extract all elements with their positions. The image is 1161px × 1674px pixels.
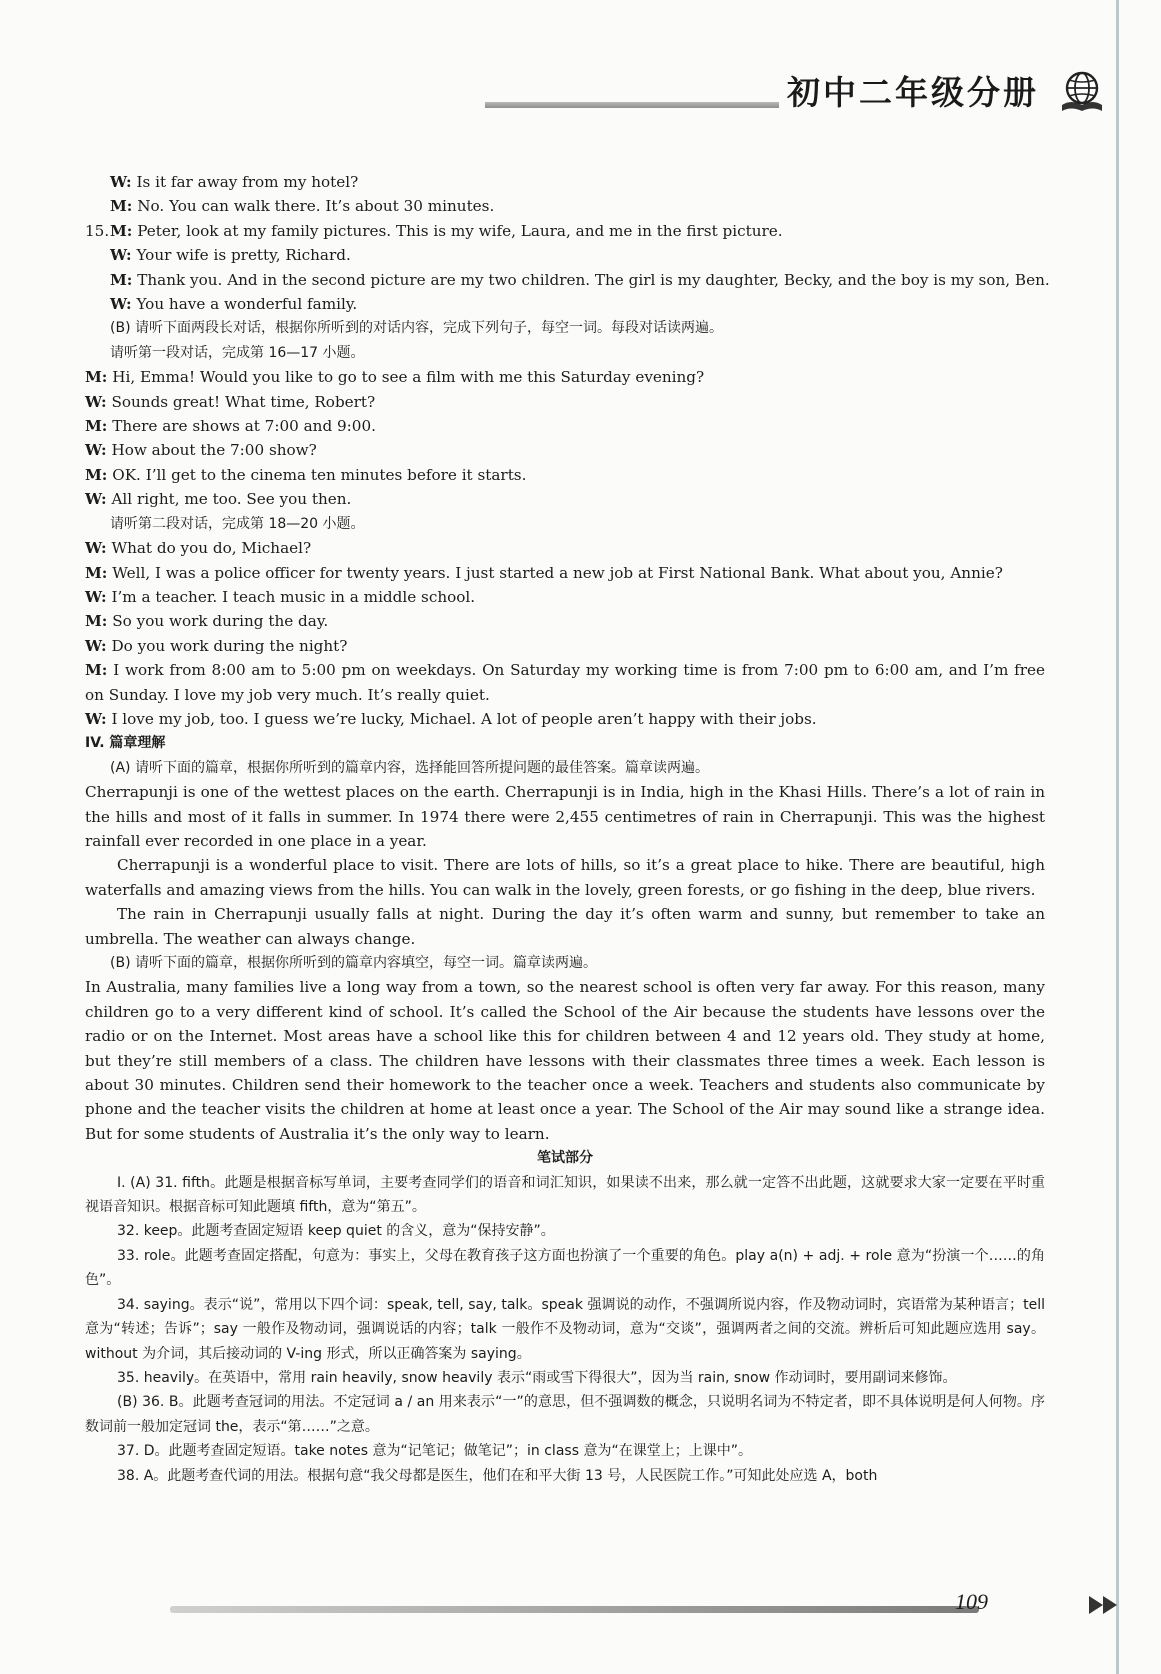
speaker-label: W: — [110, 246, 132, 265]
speaker-label: M: — [85, 661, 108, 680]
speaker-label: W: — [85, 392, 107, 411]
dialogue-text: Thank you. And in the second picture are my two children. The girl is my daughter, Becky, and the boy is my son, Ben. — [132, 270, 1050, 289]
dialogue-text: Peter, look at my family pictures. This is my wife, Laura, and me in the first picture. — [132, 221, 783, 240]
section-title: IV. 篇章理解 — [85, 735, 166, 752]
answer-explanation: I. (A) 31. fifth。此题是根据音标写单词，主要考查同学们的语音和词汇知识，如果读不出来，那么就一定答不出此题，这就要求大家一定要在平时重视语音知识。根据音标可知此题填 fifth，意为“第五”。 — [85, 1174, 1045, 1216]
speaker-label: W: — [110, 295, 132, 314]
dialogue-line — [85, 219, 1045, 243]
instruction-text: (A) 请听下面的篇章，根据你所听到的篇章内容，选择能回答所提问题的最佳答案。篇章读两遍。 — [110, 759, 709, 776]
globe-book-icon — [1059, 67, 1105, 113]
answer-explanation: 38. A。此题考查代词的用法。根据句意“我父母都是医生，他们在和平大街 13 号，人民医院工作。”可知此处应选 A，both — [117, 1467, 878, 1484]
speaker-label: W: — [85, 539, 107, 558]
speaker-label: M: — [85, 612, 108, 631]
passage-paragraph: Cherrapunji is a wonderful place to visit. There are lots of hills, so it’s a great place to hike. There are beautiful, high waterfalls and amazing views from the hills. You can walk in the lovely, green forests, or go fishing in the deep, blue rivers. — [85, 856, 1045, 899]
dialogue-line — [85, 414, 1045, 438]
instruction-text: 请听第一段对话，完成第 16—17 小题。 — [110, 344, 365, 361]
dialogue-line — [85, 170, 1045, 194]
dialogue-line — [85, 634, 1045, 658]
dialogue-text: What do you do, Michael? — [106, 539, 312, 558]
dialogue-line — [85, 365, 1045, 389]
dialogue-text: How about the 7:00 show? — [106, 441, 317, 460]
dialogue-text: So you work during the day. — [107, 612, 329, 631]
dialogue-text: No. You can walk there. It’s about 30 minutes. — [132, 197, 495, 216]
passage-paragraph: In Australia, many families live a long way from a town, so the nearest school is often very far away. For this reason, many children go to a very different kind of school. It’s called the School of the Air because the students have lessons over the radio or on the Internet. Most areas have a school like this for children between 4 and 12 years old. They study at home, but they’re still members of a class. The children have lessons with their classmates three times a week. Each lesson is about 30 minutes. Children send their homework to the teacher once a week. Teachers and students also communicate by phone and the teacher visits the children at home at least once a year. The School of the Air may sound like a strange idea. But for some students of Australia it’s the only way to learn. — [85, 978, 1045, 1143]
dialogue-text: I love my job, too. I guess we’re lucky, Michael. A lot of people aren’t happy with their jobs. — [106, 709, 817, 728]
answer-explanation: 37. D。此题考查固定短语。take notes 意为“记笔记；做笔记”；in class 意为“在课堂上；上课中”。 — [117, 1443, 752, 1460]
instruction-text: (B) 请听下面两段长对话，根据你所听到的对话内容，完成下列句子，每空一词。每段对话读两遍。 — [110, 320, 723, 337]
dialogue-line — [85, 390, 1045, 414]
speaker-label: M: — [85, 563, 108, 582]
dialogue-text: Sounds great! What time, Robert? — [106, 392, 376, 411]
page-content — [85, 170, 1050, 1488]
speaker-label: M: — [85, 465, 108, 484]
page-number: 109 — [955, 1589, 988, 1614]
dialogue-text: There are shows at 7:00 and 9:00. — [107, 417, 376, 436]
dialogue-line — [85, 707, 1045, 731]
dialogue-text: I’m a teacher. I teach music in a middle school. — [106, 587, 476, 606]
speaker-label: M: — [110, 270, 133, 289]
dialogue-line — [85, 268, 1050, 292]
speaker-label: M: — [85, 368, 108, 387]
instruction-text: (B) 请听下面的篇章，根据你所听到的篇章内容填空，每空一词。篇章读两遍。 — [110, 955, 597, 971]
answer-explanation: 34. saying。表示“说”，常用以下四个词：speak, tell, say, talk。speak 强调说的动作，不强调所说内容，作及物动词时，宾语常为某种语言；tell 意为“转述；告诉”；say 一般作及物动词，强调说话的内容；talk 一般作不及物动词，意为“交谈”，强调两者之间的交流。辨析后可知此题应选用 say。without 为介词，其后接动词的 V-ing 形式，所以正确答案为 saying。 — [85, 1296, 1045, 1362]
speaker-label: W: — [85, 587, 107, 606]
dialogue-line — [85, 658, 1045, 707]
dialogue-line — [85, 194, 1045, 218]
instruction-text: 请听第二段对话，完成第 18—20 小题。 — [110, 515, 365, 532]
dialogue-text: All right, me too. See you then. — [106, 490, 352, 509]
dialogue-text: Your wife is pretty, Richard. — [131, 246, 351, 265]
passage-paragraph: The rain in Cherrapunji usually falls at night. During the day it’s often warm and sunny, but remember to take an umbrella. The weather can always change. — [85, 905, 1045, 948]
speaker-label: W: — [85, 709, 107, 728]
answer-explanation: 35. heavily。在英语中，常用 rain heavily, snow heavily 表示“雨或雪下得很大”，因为当 rain, snow 作动词时，要用副词来修饰。 — [117, 1369, 957, 1386]
answer-explanation: 33. role。此题考查固定搭配，句意为：事实上，父母在教育孩子这方面也扮演了一个重要的角色。play a(n) + adj. + role 意为“扮演一个……的角色”。 — [85, 1247, 1045, 1289]
dialogue-text: Hi, Emma! Would you like to go to see a film with me this Saturday evening? — [107, 368, 705, 387]
dialogue-line — [85, 487, 1045, 511]
passage-paragraph: Cherrapunji is one of the wettest places on the earth. Cherrapunji is in India, high in the Khasi Hills. There’s a lot of rain in the hills and most of it falls in summer. In 1974 there were 2,455 centimetres of rain in Cherrapunji. This was the highest rainfall ever recorded in one place in a year. — [85, 783, 1045, 850]
dialogue-text: Do you work during the night? — [106, 636, 348, 655]
speaker-label: W: — [85, 441, 107, 460]
dialogue-line — [85, 585, 1045, 609]
footer-bar — [170, 1606, 979, 1613]
question-number: 15. — [85, 221, 110, 240]
dialogue-line — [85, 463, 1045, 487]
double-arrow-icon — [1089, 1596, 1119, 1614]
speaker-label: W: — [85, 636, 107, 655]
speaker-label: M: — [110, 197, 133, 216]
footer-bar-wrap — [170, 1606, 1049, 1616]
right-margin-rule — [1116, 0, 1119, 1674]
dialogue-text: I work from 8:00 am to 5:00 pm on weekdays. On Saturday my working time is from 7:00 pm to 6:00 am, and I’m free on Sunday. I love my job very much. It’s really quiet. — [85, 661, 1045, 704]
speaker-label: W: — [85, 490, 107, 509]
dialogue-line — [85, 438, 1045, 462]
answer-explanation: (B) 36. B。此题考查冠词的用法。不定冠词 a / an 用来表示“一”的意思，但不强调数的概念，只说明名词为不特定者，即不具体说明是何人何物。序数词前一般加定冠词 the，表示“第……”之意。 — [85, 1394, 1045, 1435]
dialogue-line — [85, 243, 1045, 267]
dialogue-text: Is it far away from my hotel? — [131, 173, 359, 191]
dialogue-text: You have a wonderful family. — [131, 295, 358, 314]
dialogue-text: Well, I was a police officer for twenty years. I just started a new job at First National Bank. What about you, Annie? — [107, 563, 1003, 582]
speaker-label: M: — [85, 417, 108, 436]
dialogue-text: OK. I’ll get to the cinema ten minutes before it starts. — [107, 465, 527, 484]
dialogue-line — [85, 609, 1045, 633]
header-title: 初中二年级分册 — [779, 67, 1047, 114]
speaker-label: W: — [110, 173, 132, 191]
answer-explanation: 32. keep。此题考查固定短语 keep quiet 的含义，意为“保持安静”。 — [117, 1223, 555, 1240]
speaker-label: M: — [110, 221, 133, 240]
dialogue-line — [85, 561, 1045, 585]
dialogue-line — [85, 292, 1045, 316]
written-section-title: 笔试部分 — [537, 1150, 593, 1167]
page-header — [485, 62, 1105, 118]
dialogue-line — [85, 536, 1045, 560]
